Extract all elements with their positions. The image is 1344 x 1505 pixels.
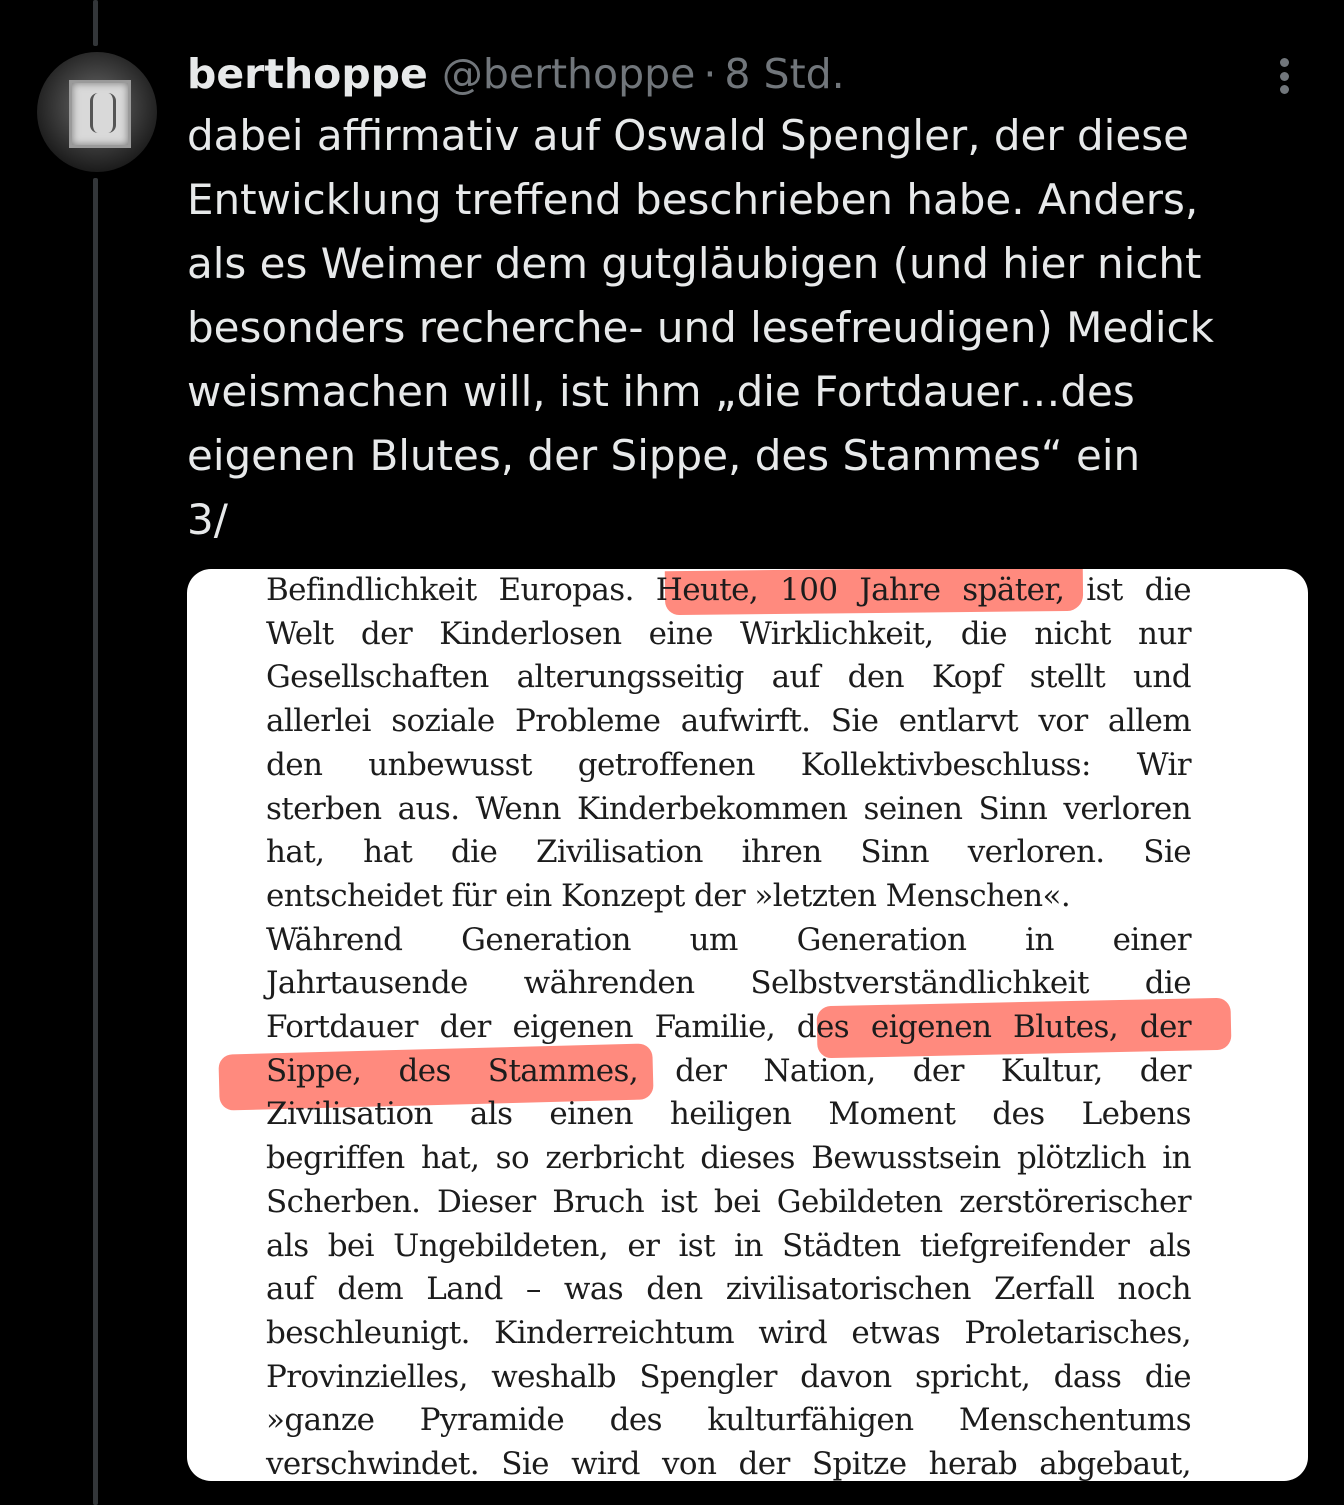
- tweet-text-line: weismachen will, ist ihm „die Fortdauer…des: [187, 367, 1135, 416]
- tweet-media-image[interactable]: [187, 569, 1308, 1481]
- scan-line: beschleunigt. Kinderreichtum wird etwas Proletarisches,: [266, 1314, 1191, 1351]
- tweet-text-line: dabei affirmativ auf Oswald Spengler, der diese: [187, 111, 1189, 160]
- scan-line: auf dem Land – was den zivilisatorischen Zerfall noch: [266, 1271, 1191, 1308]
- tweet-text-line: besonders recherche- und lesefreudigen) Medick: [187, 303, 1214, 352]
- scan-line: Gesellschaften alterungsseitig auf den Kopf stellt und: [266, 659, 1191, 696]
- tweet-text-line: als es Weimer dem gutgläubigen (und hier nicht: [187, 239, 1202, 288]
- scan-line: Provinzielles, weshalb Spengler davon spricht, dass die: [266, 1358, 1191, 1395]
- more-dot: [1280, 85, 1289, 94]
- scan-line: entscheidet für ein Konzept der »letzten Menschen«.: [266, 877, 1071, 914]
- user-handle[interactable]: @berthoppe: [441, 50, 696, 98]
- timestamp[interactable]: 8 Std.: [724, 50, 845, 98]
- scan-line: Fortdauer der eigenen Familie, des eigenen Blutes, der: [266, 1009, 1191, 1046]
- more-dot: [1280, 72, 1289, 81]
- avatar[interactable]: [37, 52, 157, 172]
- thread-line-bottom: [93, 178, 98, 1505]
- scan-line: hat, hat die Zivilisation ihren Sinn verloren. Sie: [266, 834, 1191, 871]
- scan-line: Sippe, des Stammes, der Nation, der Kultur, der: [266, 1052, 1191, 1089]
- avatar-picture: [69, 80, 131, 148]
- scanned-page-text: [266, 569, 1191, 1481]
- scan-line: »ganze Pyramide des kulturfähigen Menschentums: [266, 1402, 1191, 1439]
- scan-line: Zivilisation als einen heiligen Moment des Lebens: [266, 1096, 1191, 1133]
- scan-line: als bei Ungebildeten, er ist in Städten tiefgreifender als: [266, 1227, 1191, 1264]
- scan-line: Scherben. Dieser Bruch ist bei Gebildeten zerstörerischer: [266, 1183, 1191, 1220]
- tweet-text: [187, 104, 1302, 552]
- header-separator: ·: [703, 50, 717, 98]
- thread-line-top: [93, 0, 98, 46]
- tweet-text-line: eigenen Blutes, der Sippe, des Stammes“ ein: [187, 431, 1141, 480]
- scan-line: allerlei soziale Probleme aufwirft. Sie entlarvt vor allem: [266, 703, 1191, 740]
- more-vertical-icon: [1280, 58, 1289, 67]
- scan-line: Befindlichkeit Europas. Heute, 100 Jahre später, ist die: [266, 572, 1191, 608]
- scan-line: Jahrtausende währenden Selbstverständlichkeit die: [266, 965, 1191, 1002]
- tweet-header: [187, 44, 845, 104]
- display-name[interactable]: berthoppe: [187, 50, 428, 98]
- scan-line: sterben aus. Wenn Kinderbekommen seinen Sinn verloren: [266, 790, 1191, 827]
- scan-line: verschwindet. Sie wird von der Spitze herab abgebaut,: [266, 1446, 1191, 1481]
- scan-line: begriffen hat, so zerbricht dieses Bewusstsein plötzlich in: [266, 1140, 1191, 1177]
- tweet-text-line: Entwicklung treffend beschrieben habe. Anders,: [187, 175, 1199, 224]
- tweet-text-line: 3/: [187, 495, 228, 544]
- scan-line: Während Generation um Generation in einer: [266, 921, 1191, 958]
- scan-line: Welt der Kinderlosen eine Wirklichkeit, die nicht nur: [266, 615, 1191, 652]
- scan-line: den unbewusst getroffenen Kollektivbeschluss: Wir: [266, 746, 1191, 783]
- more-options-button[interactable]: [1262, 52, 1306, 100]
